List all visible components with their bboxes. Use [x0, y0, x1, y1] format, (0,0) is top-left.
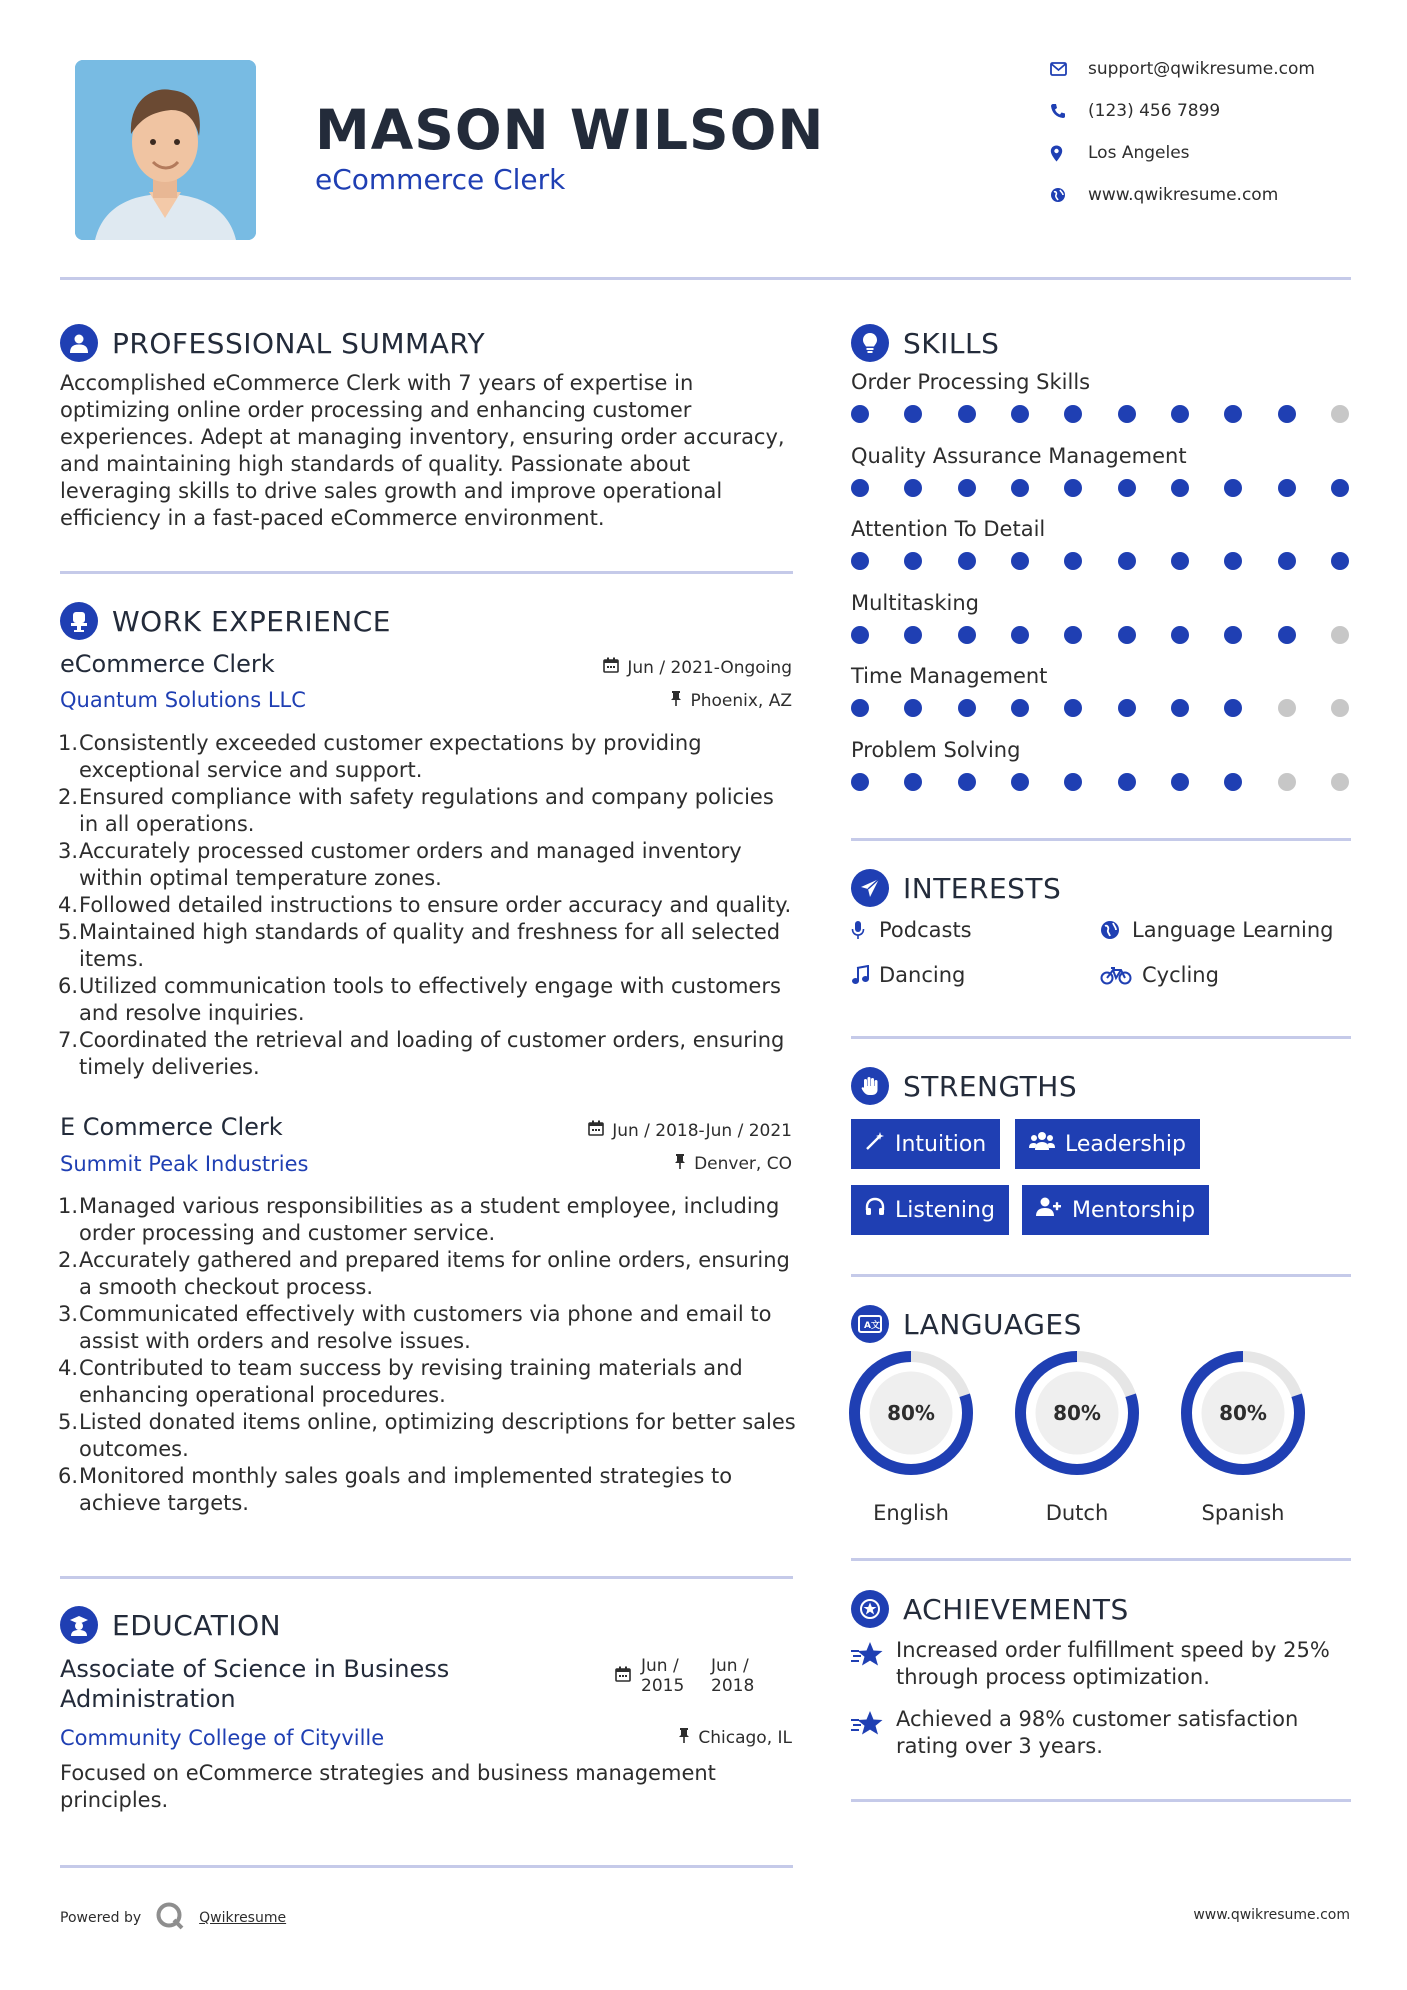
- achievement-item: Increased order fulfillment speed by 25% through process optimization.: [851, 1637, 1351, 1691]
- skill-dot-filled: [1224, 699, 1242, 717]
- music-note-icon: [851, 965, 879, 985]
- language-item: [1181, 1351, 1305, 1525]
- briefcase-icon: [60, 602, 98, 640]
- candidate-role: eCommerce Clerk: [315, 163, 566, 196]
- skill-dot-filled: [904, 405, 922, 423]
- interest-item: Podcasts: [851, 918, 972, 942]
- skill-dot-filled: [851, 552, 869, 570]
- skill-row: [851, 517, 1349, 570]
- pushpin-icon: [674, 1153, 686, 1174]
- skill-dot-filled: [958, 479, 976, 497]
- skill-level-dots: [851, 626, 1349, 644]
- contact-phone[interactable]: [1050, 96, 1370, 126]
- skill-dot-filled: [904, 479, 922, 497]
- skill-row: [851, 664, 1349, 717]
- skill-dot-filled: [958, 773, 976, 791]
- skill-dot-filled: [1224, 626, 1242, 644]
- envelope-icon: [1050, 62, 1088, 76]
- education-description: Focused on eCommerce strategies and business management principles.: [60, 1761, 716, 1812]
- skill-dot-filled: [1224, 479, 1242, 497]
- skill-dot-filled: [1118, 699, 1136, 717]
- job-company[interactable]: Summit Peak Industries: [60, 1152, 309, 1176]
- skill-dot-filled: [1011, 479, 1029, 497]
- candidate-name: MASON WILSON: [315, 98, 825, 162]
- skill-level-dots: [851, 773, 1349, 791]
- skill-dot-filled: [958, 405, 976, 423]
- skill-dot-filled: [1278, 405, 1296, 423]
- list-item: 4. Followed detailed instructions to ensure order accuracy and quality.: [58, 893, 792, 917]
- languages-list: [849, 1351, 1305, 1525]
- strength-tag: Listening: [851, 1185, 1009, 1235]
- skill-dot-filled: [1011, 552, 1029, 570]
- skills-heading: SKILLS: [851, 321, 999, 365]
- skill-dot-filled: [1064, 626, 1082, 644]
- location-pin-icon: [1050, 145, 1088, 162]
- language-percent: 80%: [1219, 1401, 1267, 1425]
- skill-dot-filled: [851, 479, 869, 497]
- interest-item: Cycling: [1100, 963, 1219, 987]
- list-item: 4. Contributed to team success by revising training materials and enhancing operational procedures.: [58, 1356, 743, 1407]
- skill-dot-filled: [1278, 552, 1296, 570]
- skill-dot-filled: [1278, 479, 1296, 497]
- job-dates: Jun / 2018-Jun / 2021: [480, 1120, 792, 1141]
- skill-level-dots: [851, 479, 1349, 497]
- achievement-item: Achieved a 98% customer satisfaction rating over 3 years.: [851, 1706, 1351, 1760]
- bicycle-icon: [1100, 965, 1142, 985]
- skill-dot-filled: [1171, 405, 1189, 423]
- headphones-icon: [865, 1197, 885, 1223]
- contact-email[interactable]: [1050, 54, 1370, 84]
- pushpin-icon: [670, 690, 682, 711]
- skill-dot-filled: [1224, 405, 1242, 423]
- pushpin-icon: [678, 1727, 690, 1748]
- strengths-divider: [851, 1274, 1351, 1277]
- skill-dot-filled: [1224, 552, 1242, 570]
- contact-website-text: www.qwikresume.com: [1088, 185, 1279, 205]
- skill-dot-empty: [1331, 405, 1349, 423]
- education-location: Chicago, IL: [480, 1727, 792, 1748]
- skill-dot-filled: [1064, 552, 1082, 570]
- list-item: 2. Accurately gathered and prepared items for online orders, ensuring a smooth checkout process.: [58, 1248, 790, 1299]
- skill-dot-filled: [958, 699, 976, 717]
- list-item: 1. Managed various responsibilities as a student employee, including order processing and customer service.: [58, 1194, 780, 1245]
- job-duties: [58, 1193, 803, 1517]
- skill-name: Order Processing Skills: [851, 370, 1091, 394]
- skill-level-dots: [851, 699, 1349, 717]
- skill-name: Time Management: [851, 664, 1048, 688]
- profile-photo: [75, 60, 256, 240]
- paper-plane-icon: [851, 869, 889, 907]
- skill-dot-filled: [851, 626, 869, 644]
- summary-heading: PROFESSIONAL SUMMARY: [60, 321, 485, 365]
- skill-dot-filled: [851, 773, 869, 791]
- skill-dot-filled: [1011, 405, 1029, 423]
- job-dates: Jun / 2021-Ongoing: [480, 657, 792, 678]
- interests-divider: [851, 1036, 1351, 1039]
- job-title: E Commerce Clerk: [60, 1113, 283, 1141]
- skill-dot-filled: [1171, 626, 1189, 644]
- summary-text: Accomplished eCommerce Clerk with 7 years of expertise in optimizing online order processing and enhancing customer experiences. Adept at managing inventory, ensuring order accuracy, and maintaining high standards of quality. Passionate about leveraging skills to drive sales growth and improve operational efficiency in a fast-paced eCommerce environment.: [60, 371, 785, 530]
- skill-dot-filled: [851, 699, 869, 717]
- skill-dot-filled: [1224, 773, 1242, 791]
- star-icon: [851, 1637, 896, 1691]
- language-percent: 80%: [887, 1401, 935, 1425]
- skill-dot-filled: [1118, 773, 1136, 791]
- skill-dot-empty: [1331, 626, 1349, 644]
- skill-dot-filled: [904, 552, 922, 570]
- skill-dot-empty: [1331, 773, 1349, 791]
- contact-website[interactable]: [1050, 180, 1370, 210]
- skill-row: [851, 738, 1349, 791]
- skill-level-dots: [851, 552, 1349, 570]
- list-item: 5. Listed donated items online, optimizing descriptions for better sales outcomes.: [58, 1410, 796, 1461]
- skill-dot-filled: [1278, 626, 1296, 644]
- contact-email-text: support@qwikresume.com: [1088, 59, 1315, 79]
- interest-item: Language Learning: [1100, 918, 1333, 942]
- language-item: [849, 1351, 973, 1525]
- language-item: [1015, 1351, 1139, 1525]
- skill-name: Attention To Detail: [851, 517, 1046, 541]
- skill-dot-filled: [1171, 552, 1189, 570]
- experience-heading: WORK EXPERIENCE: [60, 599, 391, 643]
- language-ring: [849, 1351, 973, 1475]
- job-title: eCommerce Clerk: [60, 650, 275, 678]
- language-name: Dutch: [1045, 1501, 1109, 1525]
- skill-dot-filled: [851, 405, 869, 423]
- achievements-heading: ACHIEVEMENTS: [851, 1587, 1129, 1631]
- skill-dot-filled: [1171, 479, 1189, 497]
- qwikresume-logo-icon: [155, 1901, 185, 1935]
- phone-icon: [1050, 103, 1088, 119]
- education-date-end: Jun / 2018: [711, 1656, 755, 1696]
- languages-heading: A 文 LANGUAGES: [851, 1302, 1082, 1346]
- star-badge-icon: [851, 1590, 889, 1628]
- interest-item: Dancing: [851, 963, 965, 987]
- qwikresume-link[interactable]: Qwikresume: [199, 1910, 287, 1926]
- job-company[interactable]: Quantum Solutions LLC: [60, 688, 306, 712]
- skill-dot-filled: [1118, 479, 1136, 497]
- list-item: 7. Coordinated the retrieval and loading of customer orders, ensuring timely deliveries.: [58, 1028, 785, 1079]
- language-name: Spanish: [1201, 1501, 1285, 1525]
- skill-row: [851, 591, 1349, 644]
- list-item: 5. Maintained high standards of quality and freshness for all selected items.: [58, 920, 781, 971]
- strength-tag: Leadership: [1015, 1119, 1200, 1169]
- language-name: English: [873, 1501, 949, 1525]
- skill-name: Problem Solving: [851, 737, 1021, 762]
- degree-title: Associate of Science in Business Administration: [60, 1655, 450, 1713]
- skill-dot-filled: [1064, 405, 1082, 423]
- footer-website[interactable]: www.qwikresume.com: [1193, 1907, 1350, 1923]
- strength-tag: Mentorship: [1022, 1185, 1209, 1235]
- list-item: 3. Communicated effectively with customers via phone and email to assist with orders and resolve issues.: [58, 1302, 772, 1353]
- lightbulb-icon: [851, 324, 889, 362]
- language-ring: [1181, 1351, 1305, 1475]
- user-icon: [60, 324, 98, 362]
- skill-dot-filled: [1331, 479, 1349, 497]
- summary-divider: [60, 571, 793, 574]
- svg-text:A: A: [864, 1321, 871, 1331]
- skill-name: Quality Assurance Management: [851, 443, 1187, 468]
- education-divider: [60, 1865, 793, 1868]
- microphone-icon: [851, 920, 879, 940]
- interests-heading: INTERESTS: [851, 866, 1061, 910]
- calendar-icon: [615, 1666, 631, 1687]
- skill-dot-filled: [1064, 479, 1082, 497]
- graduate-icon: [60, 1606, 98, 1644]
- skill-dot-filled: [1064, 699, 1082, 717]
- education-heading: EDUCATION: [60, 1603, 281, 1647]
- skill-dot-empty: [1278, 773, 1296, 791]
- skill-dot-filled: [1011, 773, 1029, 791]
- skill-dot-filled: [904, 626, 922, 644]
- contact-location-text: Los Angeles: [1088, 143, 1190, 163]
- achievements-divider: [851, 1799, 1351, 1802]
- skill-dot-filled: [1011, 699, 1029, 717]
- svg-text:文: 文: [871, 1321, 881, 1331]
- skill-level-dots: [851, 405, 1349, 423]
- skill-dot-filled: [958, 626, 976, 644]
- skill-dot-filled: [958, 552, 976, 570]
- skill-name: Multitasking: [851, 590, 980, 615]
- skill-dot-empty: [1331, 699, 1349, 717]
- job-duties: [58, 730, 798, 1081]
- strengths-heading: STRENGTHS: [851, 1064, 1077, 1108]
- skill-dot-filled: [1064, 773, 1082, 791]
- job-location: Denver, CO: [480, 1153, 792, 1174]
- language-card-icon: [851, 1305, 889, 1343]
- users-icon: [1029, 1131, 1055, 1157]
- job-location: Phoenix, AZ: [480, 690, 792, 711]
- school-name[interactable]: Community College of Cityville: [60, 1726, 385, 1750]
- globe-icon: [1100, 920, 1132, 940]
- skill-dot-empty: [1278, 699, 1296, 717]
- skill-dot-filled: [1171, 699, 1189, 717]
- footer-powered-by: [60, 1901, 286, 1935]
- skill-row: [851, 370, 1349, 423]
- education-dates: [615, 1656, 771, 1696]
- contact-location: [1050, 138, 1370, 168]
- calendar-icon: [588, 1120, 604, 1141]
- star-icon: [851, 1706, 896, 1760]
- languages-divider: [851, 1558, 1351, 1561]
- skills-divider: [851, 838, 1351, 841]
- skill-dot-filled: [904, 699, 922, 717]
- skill-dot-filled: [1331, 552, 1349, 570]
- powered-by-label: Powered by: [60, 1910, 142, 1926]
- globe-icon: [1050, 187, 1088, 203]
- skill-dot-filled: [1171, 773, 1189, 791]
- skill-dot-filled: [1011, 626, 1029, 644]
- contact-phone-text: (123) 456 7899: [1088, 101, 1221, 121]
- list-item: 6. Monitored monthly sales goals and implemented strategies to achieve targets.: [58, 1464, 733, 1515]
- skill-dot-filled: [904, 773, 922, 791]
- experience-divider: [60, 1576, 793, 1579]
- list-item: 1. Consistently exceeded customer expectations by providing exceptional service and support.: [58, 731, 702, 782]
- header-divider: [60, 277, 1351, 280]
- language-percent: 80%: [1053, 1401, 1101, 1425]
- list-item: 3. Accurately processed customer orders and managed inventory within optimal temperature zones.: [58, 839, 742, 890]
- education-date-start: Jun / 2015: [641, 1656, 685, 1696]
- magic-wand-icon: [865, 1131, 885, 1157]
- skill-dot-filled: [1118, 405, 1136, 423]
- list-item: 6. Utilized communication tools to effectively engage with customers and resolve inquiries.: [58, 974, 781, 1025]
- language-ring: [1015, 1351, 1139, 1475]
- list-item: 2. Ensured compliance with safety regulations and company policies in all operations.: [58, 785, 774, 836]
- hand-icon: [851, 1067, 889, 1105]
- calendar-icon: [603, 657, 619, 678]
- user-plus-icon: [1036, 1197, 1062, 1223]
- skill-dot-filled: [1118, 552, 1136, 570]
- skill-row: [851, 444, 1349, 497]
- strength-tag: Intuition: [851, 1119, 1000, 1169]
- skill-dot-filled: [1118, 626, 1136, 644]
